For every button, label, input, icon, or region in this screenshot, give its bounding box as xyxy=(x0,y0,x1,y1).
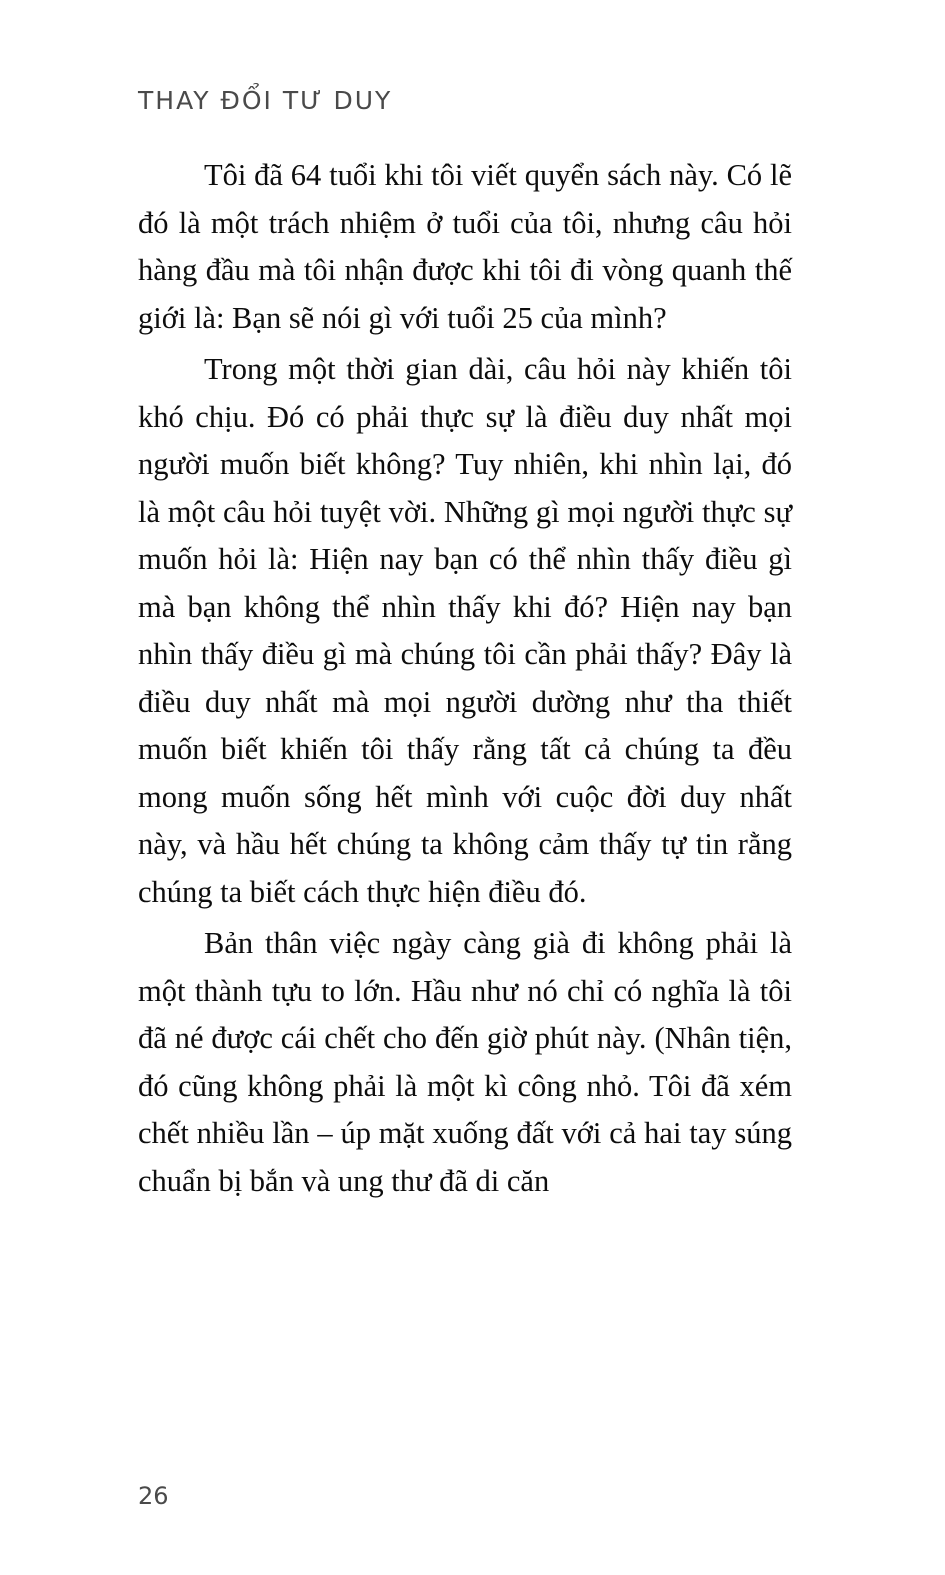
body-text-block xyxy=(138,152,792,1209)
page-number: 26 xyxy=(138,1482,169,1510)
paragraph: Bản thân việc ngày càng già đi không phải là một thành tựu to lớn. Hầu như nó chỉ có nghĩa là tôi đã né được cái chết cho đến giờ phút này. (Nhân tiện, đó cũng không phải là một kì công nhỏ. Tôi đã xém chết nhiều lần – úp mặt xuống đất với cả hai tay súng chuẩn bị bắn và ung thư đã di căn xyxy=(138,926,792,1198)
paragraph: Trong một thời gian dài, câu hỏi này khiến tôi khó chịu. Đó có phải thực sự là điều duy nhất mọi người muốn biết không? Tuy nhiên, khi nhìn lại, đó là một câu hỏi tuyệt vời. Những gì mọi người thực sự muốn hỏi là: Hiện nay bạn có thể nhìn thấy điều gì mà bạn không thể nhìn thấy khi đó? Hiện nay bạn nhìn thấy điều gì mà chúng tôi cần phải thấy? Đây là điều duy nhất mà mọi người dường như tha thiết muốn biết khiến tôi thấy rằng tất cả chúng ta đều mong muốn sống hết mình với cuộc đời duy nhất này, và hầu hết chúng ta không cảm thấy tự tin rằng chúng ta biết cách thực hiện điều đó. xyxy=(138,352,792,909)
paragraph: Tôi đã 64 tuổi khi tôi viết quyển sách này. Có lẽ đó là một trách nhiệm ở tuổi của tôi, nhưng câu hỏi hàng đầu mà tôi nhận được khi tôi đi vòng quanh thế giới là: Bạn sẽ nói gì với tuổi 25 của mình? xyxy=(138,158,792,335)
running-head: THAY ĐỔI TƯ DUY xyxy=(138,86,393,115)
